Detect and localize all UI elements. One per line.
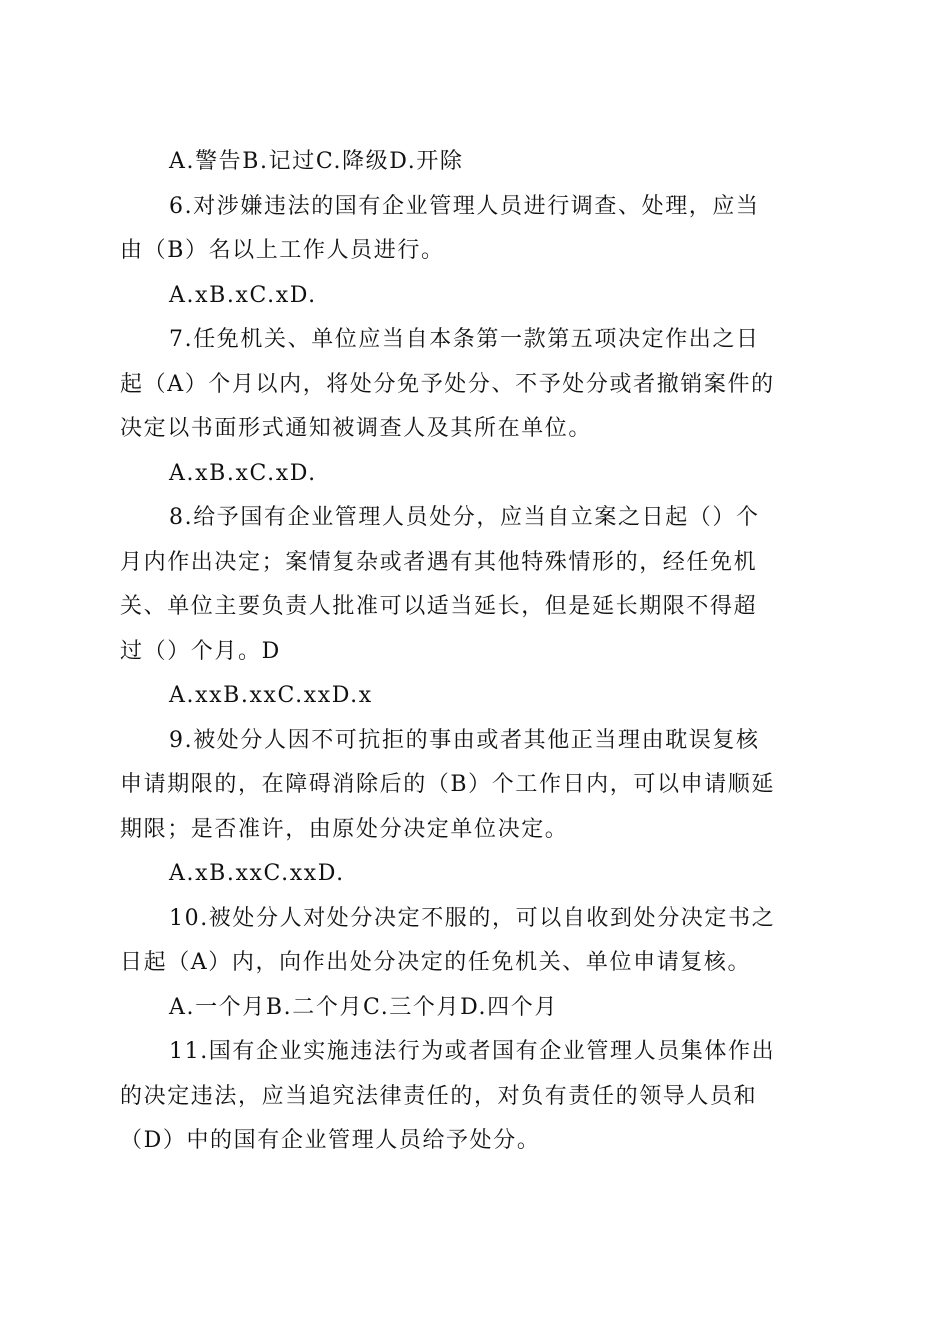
answer-options-q6: A.xB.xC.xD. xyxy=(169,282,317,308)
answer-options-q8: A.xxB.xxC.xxD.x xyxy=(169,683,373,708)
answer-options-q9: A.xB.xxC.xxD. xyxy=(169,861,345,886)
answer-options-q10: A.一个月B.二个月C.三个月D.四个月 xyxy=(169,994,558,1020)
question-8-line-1: 8.给予国有企业管理人员处分，应当自立案之日起（）个 xyxy=(169,505,760,530)
question-11-line-1: 11.国有企业实施违法行为或者国有企业管理人员集体作出 xyxy=(169,1039,776,1064)
answer-options-q5: A.警告B.记过C.降级D.开除 xyxy=(169,149,464,174)
question-9-line-1: 9.被处分人因不可抗拒的事由或者其他正当理由耽误复核 xyxy=(169,727,760,753)
question-11-line-3: （D）中的国有企业管理人员给予处分。 xyxy=(120,1128,541,1153)
question-8-line-2: 月内作出决定；案情复杂或者遇有其他特殊情形的，经任免机 xyxy=(120,549,758,575)
question-7-line-2: 起（A）个月以内，将处分免予处分、不予处分或者撤销案件的 xyxy=(120,371,775,397)
question-6-line-1: 6.对涉嫌违法的国有企业管理人员进行调查、处理，应当 xyxy=(169,193,760,219)
question-9-line-2: 申请期限的，在障碍消除后的（B）个工作日内，可以申请顺延 xyxy=(120,772,775,797)
question-7-line-1: 7.任免机关、单位应当自本条第一款第五项决定作出之日 xyxy=(169,327,760,352)
question-8-line-3: 关、单位主要负责人批准可以适当延长，但是延长期限不得超 xyxy=(120,594,758,619)
question-8-line-4: 过（）个月。D xyxy=(120,638,281,664)
question-10-line-2: 日起（A）内，向作出处分决定的任免机关、单位申请复核。 xyxy=(120,950,752,975)
question-6-line-2: 由（B）名以上工作人员进行。 xyxy=(120,238,445,263)
document-body xyxy=(120,140,825,1164)
question-11-line-2: 的决定违法，应当追究法律责任的，对负有责任的领导人员和 xyxy=(120,1083,758,1109)
answer-options-q7: A.xB.xC.xD. xyxy=(169,460,317,486)
question-9-line-3: 期限；是否准许，由原处分决定单位决定。 xyxy=(120,816,569,842)
question-10-line-1: 10.被处分人对处分决定不服的，可以自收到处分决定书之 xyxy=(169,905,776,931)
question-7-line-3: 决定以书面形式通知被调查人及其所在单位。 xyxy=(120,416,593,441)
